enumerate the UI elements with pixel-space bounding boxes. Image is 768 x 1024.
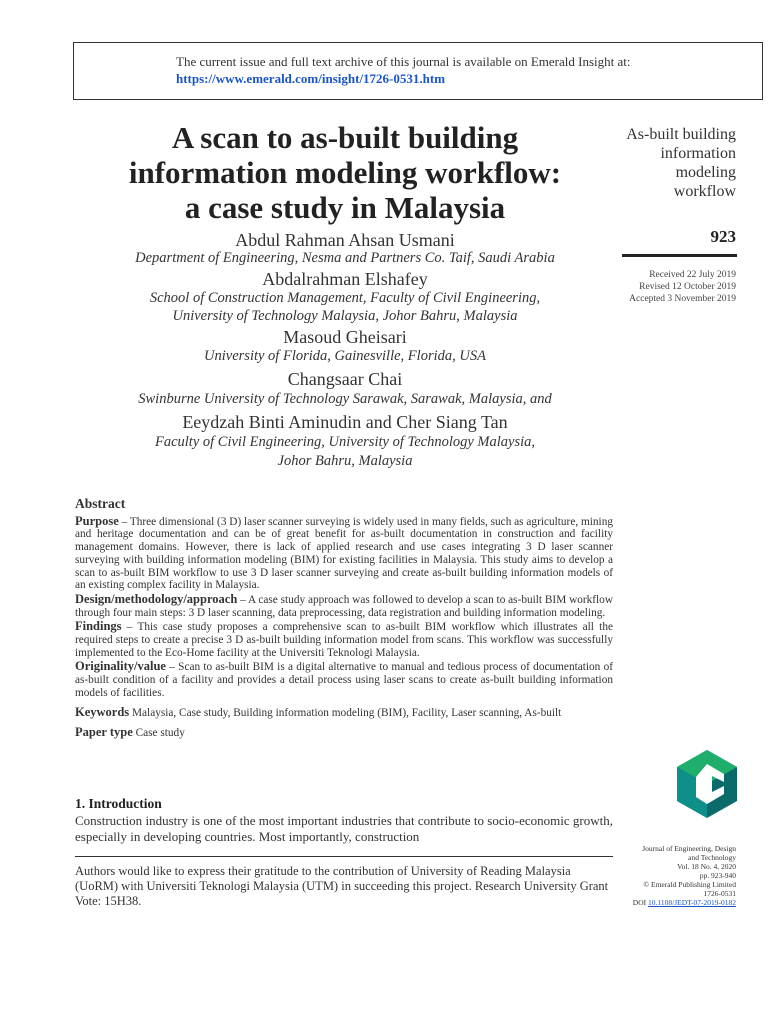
papertype-text: Case study — [132, 727, 185, 740]
purpose-text: – Three dimensional (3 D) laser scanner surveying is widely used in many fields, such as agriculture, mining and heritage documentation and can be of great benefit for as-built documentation in construction and facility management domains. However, there is lack of applied research and use cases integrating 3 D laser scanner surveying with building information modeling (BIM) for existing facilities in Malaysia. This study aims to develop a scan to as-built BIM workflow to use 3 D laser scanner surveying and create as-built building information models of an existing complex facility in Malaysia. — [75, 515, 613, 592]
keywords-text: Malaysia, Case study, Building information modeling (BIM), Facility, Laser scanning, As-built — [129, 706, 562, 719]
title-line: a case study in Malaysia — [184, 190, 506, 225]
doi-link[interactable]: 10.1108/JEDT-07-2019-0182 — [648, 898, 736, 907]
journal-issn: 1726-0531 — [703, 889, 736, 898]
running-head-rule — [622, 254, 737, 257]
author-affiliation: Faculty of Civil Engineering, University of Technology Malaysia, — [154, 434, 536, 450]
journal-copyright: © Emerald Publishing Limited — [643, 880, 736, 889]
introduction-heading: 1. Introduction — [75, 796, 162, 811]
journal-volume: Vol. 18 No. 4, 2020 — [677, 862, 736, 871]
title-line: A scan to as-built building — [171, 120, 519, 155]
abstract-purpose — [75, 515, 613, 592]
revised-date: Revised 12 October 2019 — [639, 282, 736, 292]
papertype-label: Paper type — [75, 725, 133, 740]
running-head-line: workflow — [673, 183, 736, 200]
acknowledgement-footnote: Authors would like to express their gratitude to the contribution of University of Reading Malaysia (UoRM) with Universiti Teknologi Malaysia (UTM) in succeeding this project. Research University Grant Vote: 15H38. — [75, 864, 609, 908]
author-name: Abdul Rahman Ahsan Usmani — [235, 230, 455, 250]
abstract-originality — [75, 660, 613, 699]
author-name: Changsaar Chai — [287, 369, 403, 389]
running-head-line: As-built building — [626, 126, 736, 143]
abstract-section — [75, 498, 613, 741]
doi-label: DOI — [632, 898, 647, 907]
received-date: Received 22 July 2019 — [649, 270, 736, 280]
purpose-label: Purpose — [75, 513, 119, 528]
originality-text: – Scan to as-built BIM is a digital alternative to manual and tedious process of documentation of as-built condition of a facility and provides a detail process using laser scans to create as-built building information models of facilities. — [75, 661, 613, 699]
journal-name: Journal of Engineering, Design — [642, 844, 736, 853]
journal-info — [633, 844, 736, 907]
accepted-date: Accepted 3 November 2019 — [629, 294, 736, 304]
abstract-keywords — [75, 706, 613, 720]
author-affiliation: Department of Engineering, Nesma and Partners Co. Taif, Saudi Arabia — [135, 250, 555, 266]
introduction-text: Construction industry is one of the most important industries that contribute to socio-economic growth, especially in developing countries. Most importantly, construction — [75, 813, 613, 844]
originality-label: Originality/value — [75, 659, 166, 674]
journal-url-link[interactable]: https://www.emerald.com/insight/1726-0531.htm — [176, 71, 446, 86]
footnote-rule — [75, 856, 613, 857]
journal-name: and Technology — [688, 853, 736, 862]
findings-text: – This case study proposes a comprehensive scan to as-built BIM workflow which illustrates all the required steps to create a precise 3 D as-built building information model from scans. This workflow was successfully implemented to the Eco-Home facility at the Universiti Teknologi Malaysia. — [75, 621, 613, 659]
author-name: Masoud Gheisari — [283, 327, 407, 347]
title-line: information modeling workflow: — [128, 155, 562, 190]
author-affiliation: University of Technology Malaysia, Johor Bahru, Malaysia — [172, 308, 518, 324]
author-affiliation: Swinburne University of Technology Sarawak, Sarawak, Malaysia, and — [138, 391, 552, 407]
abstract-findings — [75, 620, 613, 659]
abstract-design — [75, 593, 613, 619]
author-name: Abdalrahman Elshafey — [262, 269, 428, 289]
abstract-paper-type — [75, 726, 613, 740]
journal-doi — [633, 898, 736, 907]
emerald-logo-icon — [674, 748, 740, 820]
author-name: Eeydzah Binti Aminudin and Cher Siang Tan — [182, 412, 508, 432]
paper-title — [75, 120, 615, 225]
keywords-label: Keywords — [75, 704, 130, 719]
article-dates — [629, 269, 736, 305]
running-head-line: modeling — [675, 164, 736, 181]
design-label: Design/methodology/approach — [75, 591, 238, 606]
journal-pages: pp. 923-940 — [699, 871, 736, 880]
design-text: – A case study approach was followed to develop a scan to as-built BIM workflow through four main steps: 3 D laser scanning, data preprocessing, data registration and building information modeling. — [75, 593, 613, 619]
abstract-heading: Abstract — [75, 496, 126, 511]
findings-label: Findings — [75, 619, 122, 634]
running-head-line: information — [660, 145, 736, 162]
access-notice: The current issue and full text archive of this journal is available on Emerald Insight at: — [176, 54, 631, 69]
author-affiliation: School of Construction Management, Faculty of Civil Engineering, — [149, 290, 541, 306]
page-number: 923 — [710, 227, 736, 246]
author-affiliation: University of Florida, Gainesville, Florida, USA — [204, 348, 486, 364]
running-head — [626, 125, 736, 201]
author-affiliation: Johor Bahru, Malaysia — [277, 453, 413, 469]
